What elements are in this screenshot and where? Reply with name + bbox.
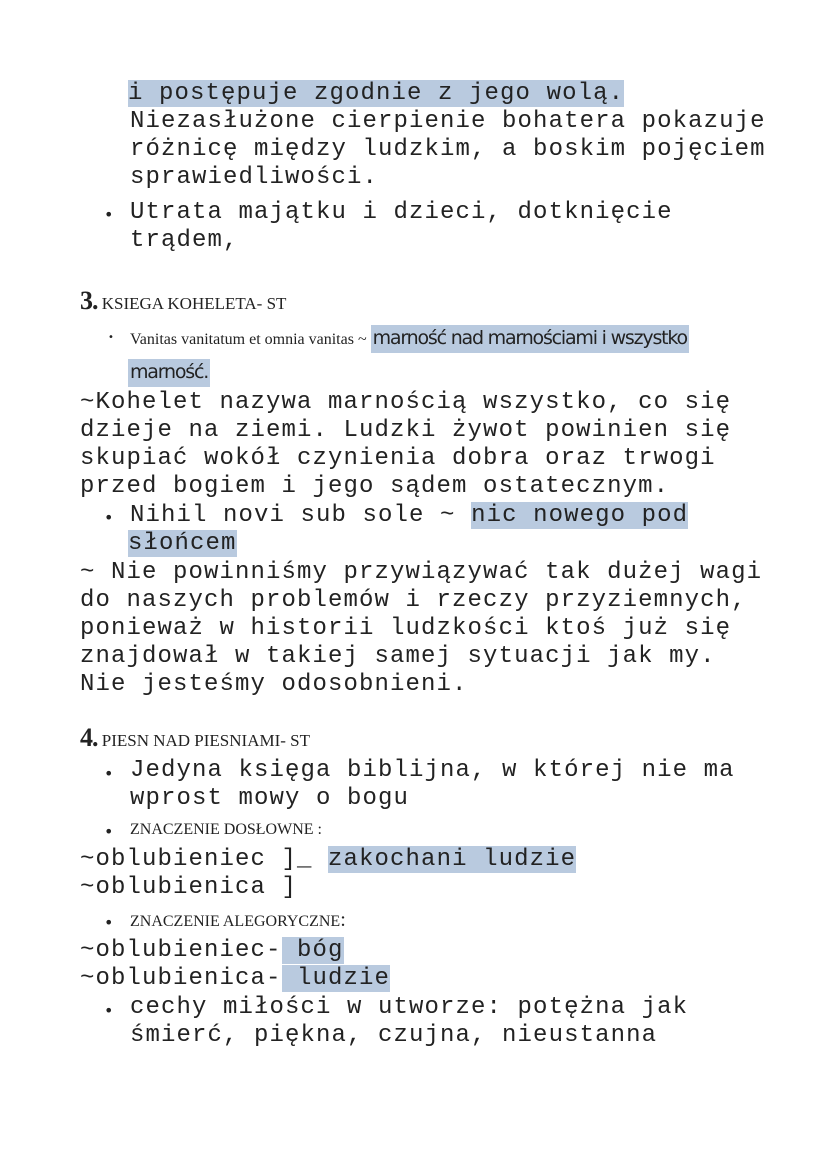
allegory-prefix: ~oblubieniec-	[80, 937, 282, 964]
section-number: 3.	[80, 286, 98, 315]
subheading-colon: :	[340, 909, 346, 931]
paragraph-line: ~Kohelet nazywa marnością wszystko, co się	[80, 389, 732, 416]
allegory-prefix: ~oblubienica-	[80, 965, 282, 992]
bullet-marker: •	[104, 508, 114, 527]
highlighted-translation: marność.	[128, 359, 210, 387]
highlighted-translation: marność nad marnościami i wszystko	[371, 325, 689, 353]
subheading	[130, 906, 346, 936]
highlighted-translation: nic nowego pod	[471, 502, 689, 529]
text-line: różnicę między ludzkim, a boskim pojęciem	[130, 136, 766, 163]
paragraph-line: ponieważ w historii ludzkości ktoś już się	[80, 615, 732, 642]
vanitas-line-2	[128, 358, 210, 388]
section-title: KSIEGA KOHELETA- ST	[101, 294, 287, 313]
paragraph-line: Nie jesteśmy odosobnieni.	[80, 671, 468, 698]
bullet-text: Jedyna księga biblijna, w której nie ma	[130, 757, 735, 784]
vanitas-line	[130, 324, 689, 354]
paragraph-line: skupiać wokół czynienia dobra oraz trwogi	[80, 445, 716, 472]
nihil-line	[130, 502, 688, 530]
literal-line: ~oblubienica ]	[80, 874, 298, 901]
highlighted-text: ludzie	[281, 965, 391, 992]
section-number: 4.	[80, 723, 98, 752]
latin-phrase: Vanitas vanitatum et omnia vanitas ~	[130, 331, 371, 348]
bullet-text: trądem,	[130, 227, 239, 254]
bullet-marker: •	[108, 332, 114, 343]
highlighted-text: zakochani ludzie	[328, 846, 577, 873]
literal-line	[80, 846, 576, 874]
bullet-marker: •	[104, 913, 114, 932]
bullet-text: śmierć, piękna, czujna, nieustanna	[130, 1022, 658, 1049]
bullet-text: Utrata majątku i dzieci, dotknięcie	[130, 199, 673, 226]
bullet-text: cechy miłości w utworze: potężna jak	[130, 994, 689, 1021]
paragraph-line: do naszych problemów i rzeczy przyziemnych,	[80, 587, 747, 614]
allegory-line	[80, 937, 344, 965]
paragraph-line: dzieje na ziemi. Ludzki żywot powinien się	[80, 417, 732, 444]
paragraph-line: przed bogiem i jego sądem ostatecznym.	[80, 473, 670, 500]
bullet-marker: •	[104, 1001, 114, 1020]
section-heading	[80, 723, 310, 753]
paragraph-line: ~ Nie powinniśmy przywiązywać tak dużej wagi	[80, 559, 763, 586]
literal-prefix: ~oblubieniec ]_	[80, 846, 329, 873]
highlighted-translation: słońcem	[128, 530, 237, 557]
section-heading	[80, 286, 286, 316]
text-line	[128, 80, 624, 108]
subheading: ZNACZENIE DOSŁOWNE :	[130, 821, 322, 838]
bullet-marker: •	[104, 822, 114, 841]
nihil-line-2	[128, 530, 237, 558]
subheading-text: ZNACZENIE ALEGORYCZNE	[130, 913, 341, 930]
bullet-text: wprost mowy o bogu	[130, 785, 410, 812]
allegory-line	[80, 965, 390, 993]
paragraph-line: znajdował w takiej samej sytuacji jak my.	[80, 643, 716, 670]
text-line: sprawiedliwości.	[130, 164, 379, 191]
bullet-marker: •	[104, 764, 114, 783]
bullet-marker: •	[104, 205, 114, 224]
text-line: Niezasłużone cierpienie bohatera pokazuje	[130, 108, 766, 135]
highlighted-text: bóg	[281, 937, 344, 964]
section-title: PIESN NAD PIESNIAMI- ST	[101, 731, 311, 750]
highlighted-text: i postępuje zgodnie z jego wolą.	[128, 80, 625, 107]
latin-phrase: Nihil novi sub sole ~	[130, 502, 472, 529]
